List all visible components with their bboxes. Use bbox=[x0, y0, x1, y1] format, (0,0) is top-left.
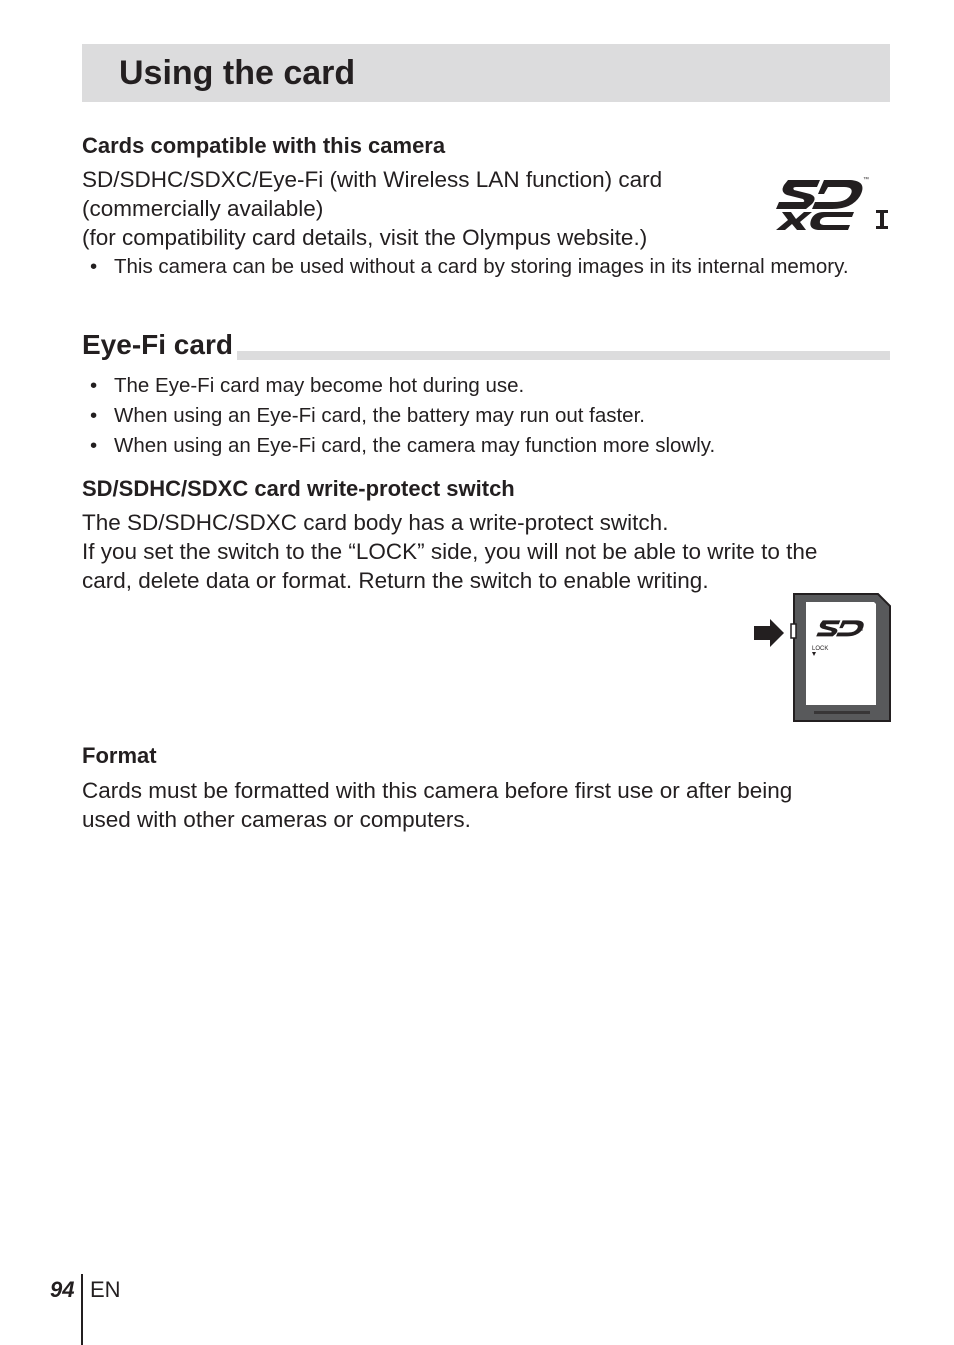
write-protect-line-2: If you set the switch to the “LOCK” side, you will not be able to write to the bbox=[82, 539, 818, 564]
format-line-1: Cards must be formatted with this camera before first use or after being bbox=[82, 778, 793, 803]
eyefi-bullet-list bbox=[82, 371, 890, 461]
list-item: • When using an Eye-Fi card, the camera may function more slowly. bbox=[82, 431, 890, 461]
eyefi-heading: Eye-Fi card bbox=[82, 328, 237, 362]
format-text bbox=[82, 776, 792, 834]
compatible-line-1: SD/SDHC/SDXC/Eye-Fi (with Wireless LAN function) card bbox=[82, 167, 663, 192]
sdxc-tm-mark: ™ bbox=[863, 177, 869, 183]
page-title: Using the card bbox=[119, 54, 356, 92]
compatible-line-3: (for compatibility card details, visit the Olympus website.) bbox=[82, 225, 648, 250]
page-number: 94 bbox=[50, 1277, 75, 1302]
language-label: EN bbox=[90, 1277, 121, 1302]
compatible-text bbox=[82, 165, 662, 252]
write-protect-text bbox=[82, 508, 817, 595]
footer-divider bbox=[81, 1274, 83, 1345]
compatible-bullet-list bbox=[82, 253, 890, 280]
sdxc-uhs-i-logo-icon bbox=[772, 172, 894, 234]
title-bar bbox=[82, 44, 890, 102]
compatible-heading: Cards compatible with this camera bbox=[82, 133, 446, 158]
write-protect-line-1: The SD/SDHC/SDXC card body has a write-protect switch. bbox=[82, 510, 669, 535]
eyefi-section-heading bbox=[82, 328, 890, 362]
format-heading: Format bbox=[82, 743, 157, 768]
list-item: • This camera can be used without a card by storing images in its internal memory. bbox=[82, 253, 890, 280]
arrow-right-icon bbox=[754, 619, 784, 647]
list-item: • The Eye-Fi card may become hot during use. bbox=[82, 371, 890, 401]
write-protect-line-3: card, delete data or format. Return the switch to enable writing. bbox=[82, 568, 709, 593]
sd-card-illustration-icon bbox=[752, 592, 892, 724]
compatible-line-2: (commercially available) bbox=[82, 196, 324, 221]
format-line-2: used with other cameras or computers. bbox=[82, 807, 471, 832]
write-protect-heading: SD/SDHC/SDXC card write-protect switch bbox=[82, 476, 515, 501]
list-item: • When using an Eye-Fi card, the battery may run out faster. bbox=[82, 401, 890, 431]
lock-label: LOCK bbox=[812, 646, 829, 652]
sd-tm-mark: ™ bbox=[859, 628, 863, 633]
